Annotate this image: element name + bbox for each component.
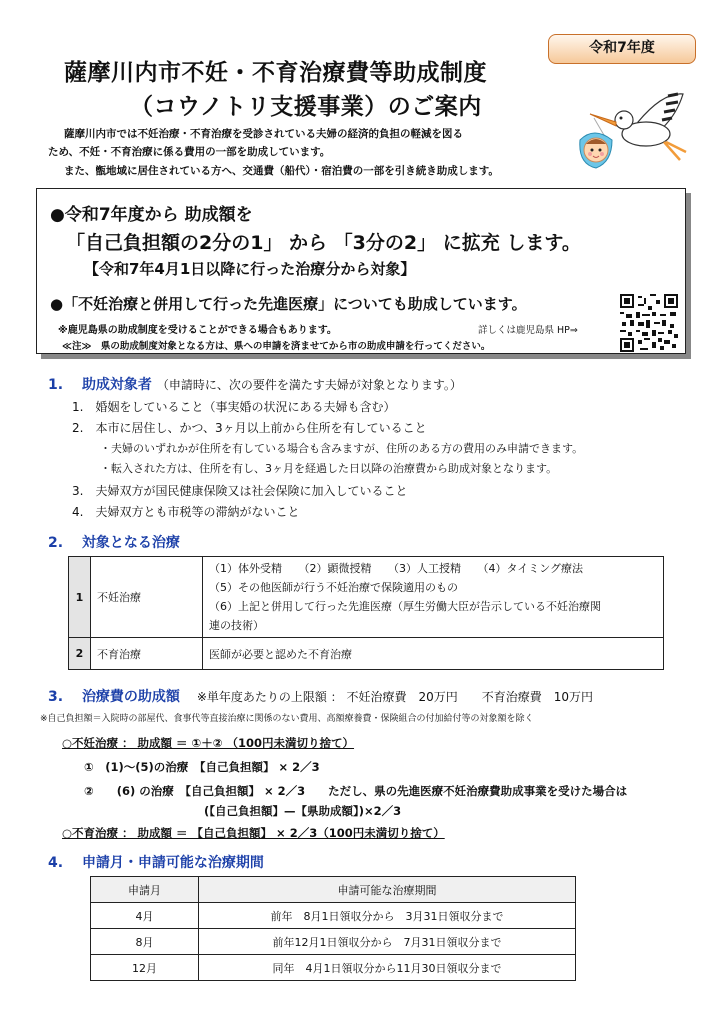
application-month: 8月 bbox=[91, 929, 199, 955]
treatment-detail bbox=[203, 557, 664, 638]
treatment-name: 不妊治療 bbox=[91, 557, 203, 638]
section-1-number: 1. bbox=[48, 377, 64, 393]
detail-line: （5）その他医師が行う不妊治療で保険適用のもの bbox=[209, 581, 458, 594]
self-pay-footnote: ※自己負担額＝入院時の部屋代、食事代等直接治療に関係のない費用、高額療養費・保険組合の付加給付等の対象額を除く bbox=[40, 714, 534, 724]
table-row bbox=[91, 955, 576, 981]
section-4-title: 申請月・申請可能な治療期間 bbox=[81, 855, 264, 871]
notice-effective-date: 【令和7年4月1日以降に行った治療分から対象】 bbox=[84, 260, 416, 278]
eligibility-note-1: ・夫婦のいずれかが住所を有している場合も含みますが、住所のある方の費用のみ申請できます。 bbox=[100, 442, 584, 455]
intro-line-2: ため、不妊・不育治療に係る費用の一部を助成しています。 bbox=[48, 146, 331, 158]
section-3-heading bbox=[48, 686, 593, 706]
notice-prefecture-note: ※鹿児島県の助成制度を受けることができる場合もあります。 bbox=[58, 325, 337, 336]
intro-line-1: 薩摩川内市では不妊治療・不育治療を受診されている夫婦の経済的負担の軽減を図る bbox=[64, 128, 463, 140]
table-row bbox=[91, 903, 576, 929]
recurrent-loss-formula: ○不育治療 ： 助成額 ＝ 【自己負担額】 × 2／3（100円未満切り捨て） bbox=[62, 826, 445, 840]
infertility-formula: ○不妊治療 ： 助成額 ＝ ①＋② （100円未満切り捨て） bbox=[62, 736, 355, 750]
table-row bbox=[69, 638, 664, 670]
qr-code-icon[interactable] bbox=[620, 294, 678, 352]
formula-item-2-note: (【自己負担額】—【県助成額】)×2／3 bbox=[204, 804, 402, 818]
detail-line: （6）上記と併用して行った先進医療（厚生労働大臣が告示している不妊治療関 bbox=[209, 600, 601, 613]
intro-line-3: また、甑地域に居住されている方へ、交通費（船代）・宿泊費の一部を引き続き助成します。 bbox=[64, 165, 499, 177]
section-2-number: 2. bbox=[48, 535, 64, 551]
treatment-detail: 医師が必要と認めた不育治療 bbox=[203, 638, 664, 670]
application-month: 12月 bbox=[91, 955, 199, 981]
formula-item-2: ② (6) の治療 【自己負担額】 × 2／3 ただし、県の先進医療不妊治療費助成事業を受けた場合は bbox=[84, 784, 628, 798]
eligibility-item-4: 4. 夫婦双方とも市税等の滞納がないこと bbox=[72, 505, 300, 519]
section-4-heading bbox=[48, 852, 264, 872]
notice-advanced-medical: ●「不妊治療と併用して行った先進医療」についても助成しています。 bbox=[50, 295, 527, 313]
notice-headline: ●令和7年度から 助成額を bbox=[50, 205, 253, 225]
eligibility-item-2: 2. 本市に居住し、かつ、3ヶ月以上前から住所を有していること bbox=[72, 421, 427, 435]
eligible-period: 同年 4月1日領収分から11月30日領収分まで bbox=[199, 955, 576, 981]
eligible-period: 前年12月1日領収分から 7月31日領収分まで bbox=[199, 929, 576, 955]
treatment-table bbox=[68, 556, 664, 670]
application-month: 4月 bbox=[91, 903, 199, 929]
eligibility-note-2: ・転入された方は、住所を有し、3ヶ月を経過した日以降の治療費から助成対象となります。 bbox=[100, 462, 558, 475]
eligibility-item-3: 3. 夫婦双方が国民健康保険又は社会保険に加入していること bbox=[72, 484, 408, 498]
formula-item-1: ① (1)～(5)の治療 【自己負担額】 × 2／3 bbox=[84, 760, 320, 774]
stork-baby-illustration bbox=[568, 82, 698, 182]
section-1-title: 助成対象者 bbox=[81, 377, 152, 393]
notice-expansion: 「自己負担額の2分の1」 から 「3分の2」 に拡充 します。 bbox=[66, 232, 581, 254]
section-1-heading bbox=[48, 374, 462, 394]
eligible-period: 前年 8月1日領収分から 3月31日領収分まで bbox=[199, 903, 576, 929]
treatment-name: 不育治療 bbox=[91, 638, 203, 670]
year-badge: 令和7年度 bbox=[548, 34, 696, 64]
row-number: 2 bbox=[69, 638, 91, 670]
column-header: 申請可能な治療期間 bbox=[199, 877, 576, 903]
notice-caution: ≪注≫ 県の助成制度対象となる方は、県への申請を済ませてから市の助成申請を行ってください。 bbox=[62, 341, 491, 352]
detail-line: 連の技術） bbox=[209, 619, 264, 632]
section-1-subtitle: （申請時に、次の要件を満たす夫婦が対象となります。） bbox=[156, 378, 462, 392]
page-title: 薩摩川内市不妊・不育治療費等助成制度 bbox=[64, 60, 487, 86]
table-row bbox=[91, 929, 576, 955]
section-3-limit: ※単年度あたりの上限額 ： 不妊治療費 20万円 不育治療費 10万円 bbox=[196, 690, 594, 704]
eligibility-item-1: 1. 婚姻をしていること（事実婚の状況にある夫婦も含む） bbox=[72, 400, 396, 414]
column-header: 申請月 bbox=[91, 877, 199, 903]
table-row bbox=[69, 557, 664, 638]
section-3-number: 3. bbox=[48, 689, 64, 705]
page-subtitle: （コウノトリ支援事業）のご案内 bbox=[130, 94, 482, 120]
section-2-title: 対象となる治療 bbox=[81, 535, 180, 551]
section-3-title: 治療費の助成額 bbox=[81, 689, 180, 705]
application-period-table bbox=[90, 876, 576, 981]
section-2-heading bbox=[48, 532, 180, 552]
detail-line: （1）体外受精 （2）顕微授精 （3）人工授精 （4）タイミング療法 bbox=[209, 562, 584, 575]
row-number: 1 bbox=[69, 557, 91, 638]
table-header-row bbox=[91, 877, 576, 903]
section-4-number: 4. bbox=[48, 855, 64, 871]
prefecture-hp-link[interactable]: 詳しくは鹿児島県 HP⇒ bbox=[478, 325, 578, 336]
